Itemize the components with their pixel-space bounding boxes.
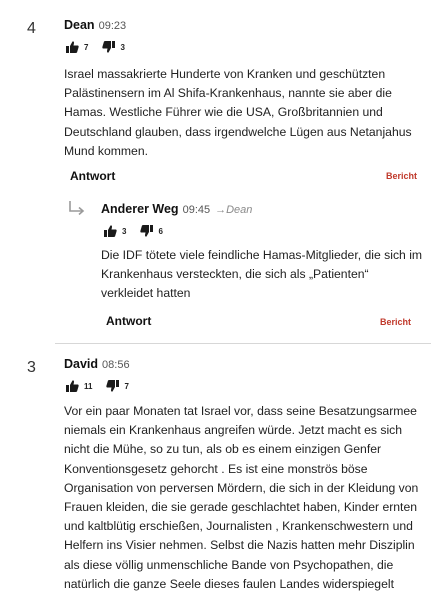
comment-line: Vor ein paar Monaten tat Israel vor, dass seine Besatzungsarmee [64, 404, 417, 418]
reply-arrow-icon [68, 201, 86, 215]
comment-line: Deutschland glauben, dass irgendwelche Lügen aus Netanjahus [64, 124, 412, 139]
comment-line: nicht die Mühe, so zu tun, als ob es einem einzigen Genfer [64, 442, 382, 457]
comment-line: Hamas. Westliche Führer wie die USA, Großbritannien und [64, 105, 383, 120]
report-button[interactable]: Bericht [386, 171, 418, 181]
comment-line: Israel massakrierte Hunderte von Kranken und geschützten [64, 67, 386, 81]
upvote-count: 3 [122, 226, 127, 236]
comment-body [64, 65, 424, 161]
comment-line: natürlich die ganze Seele dieses faulen Landes widerspiegelt [64, 576, 394, 591]
downvote-count: 3 [120, 42, 125, 52]
comment-rank: 3 [27, 359, 36, 376]
comment-line: Krankenhaus versteckten, die sich als „Patienten“ [101, 267, 369, 282]
comment-author[interactable] [64, 357, 130, 371]
report-button[interactable]: Bericht [380, 317, 412, 327]
vote-bar [66, 380, 143, 392]
downvote-count: 7 [124, 381, 129, 391]
comment-time: 09:23 [98, 20, 127, 32]
vote-bar [104, 225, 177, 237]
comment-line: und kaltblütig erschießen, Journalisten , Krankenschwestern und [64, 519, 413, 534]
upvote-count: 7 [84, 42, 89, 52]
comment-time: 08:56 [102, 359, 130, 371]
author-name[interactable]: Anderer Weg [101, 202, 179, 216]
thumbs-up-icon[interactable] [66, 41, 79, 53]
comment-line: Konventionsgesetz gehorcht . Es ist eine monströs böse [64, 461, 368, 476]
thumbs-down-icon[interactable] [102, 41, 115, 53]
downvote-count: 6 [158, 226, 163, 236]
comment-line: niemals ein Krankenhaus angreifen würde. Jetzt macht es sich [64, 423, 403, 438]
comment-line: Frauen kleiden, die sie gerade geschlachtet haben, Kinder ernten [64, 500, 417, 515]
comment-line: verkleidet hatten [101, 286, 191, 301]
comment-line: Helfern ins Visier nehmen. Selbst die Nazis hatten mehr Disziplin [64, 538, 415, 553]
upvote-count: 11 [84, 381, 93, 391]
comment-line: Palästinensern im Al Shifa-Krankenhaus, nannte sie aber die [64, 86, 392, 101]
author-name[interactable]: Dean [64, 18, 95, 32]
thumbs-down-icon[interactable] [106, 380, 119, 392]
comment-body [64, 402, 429, 594]
comment-line: Organisation von perversen Mördern, die sich in der Kleidung von [64, 480, 419, 495]
parent-reference[interactable]: →Dean [215, 204, 253, 216]
thumbs-up-icon[interactable] [104, 225, 117, 237]
comment-line: als diese völlig unmenschliche Bande von Psychopathen, die [64, 557, 394, 572]
reply-button[interactable]: Antwort [106, 314, 152, 328]
comment-line: Mund kommen. [64, 143, 148, 158]
comment-rank: 4 [27, 20, 36, 37]
thumbs-up-icon[interactable] [66, 380, 79, 392]
reply-button[interactable]: Antwort [70, 169, 116, 183]
comment-line: Die IDF tötete viele feindliche Hamas-Mitglieder, die sich im [101, 248, 423, 262]
comment-body [101, 246, 426, 304]
comment-author[interactable] [64, 18, 126, 32]
author-name[interactable]: David [64, 357, 99, 371]
vote-bar [66, 41, 139, 53]
comment-time: 09:45 [182, 204, 211, 216]
reply-author[interactable] [101, 202, 252, 216]
comment-divider [55, 343, 431, 344]
thumbs-down-icon[interactable] [140, 225, 153, 237]
